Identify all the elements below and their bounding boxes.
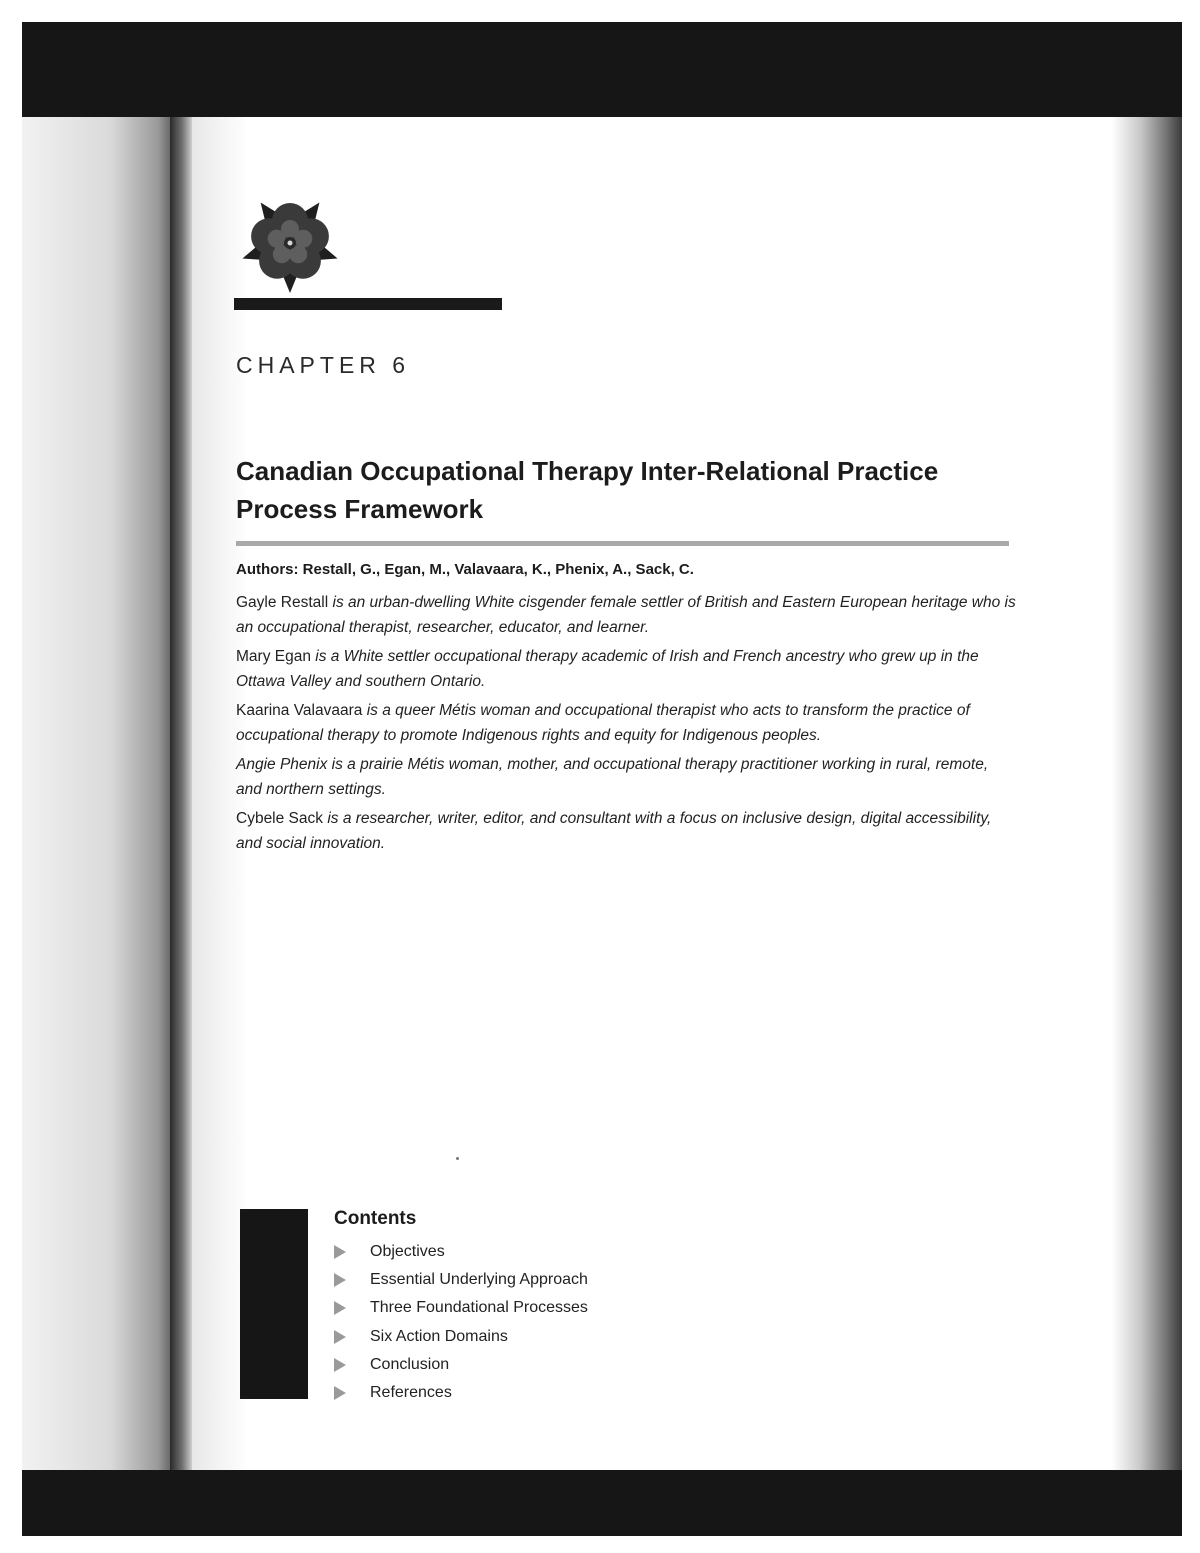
contents-item-label: Conclusion (370, 1355, 450, 1373)
author-bio (236, 752, 1016, 802)
contents-item-label: Six Action Domains (370, 1327, 508, 1345)
contents-item (334, 1294, 588, 1322)
right-page-edge (1112, 117, 1182, 1470)
scan-speck (456, 1157, 459, 1160)
chapter-title: Canadian Occupational Therapy Inter-Relational Practice Process Framework (236, 456, 939, 524)
contents-title: Contents (334, 1208, 417, 1229)
left-page-edge (22, 117, 182, 1470)
author-bio (236, 644, 1016, 694)
inner-petal-shape (294, 230, 312, 248)
contents-item-label: Three Foundational Processes (370, 1299, 588, 1317)
bio-name: Gayle Restall (236, 594, 329, 611)
triangle-arrow-icon (334, 1330, 346, 1344)
bio-text: is a queer Métis woman and occupational therapist who acts to transform the practice of occupational therapy to promote Indigenous rights and equity for Indigenous peoples. (236, 702, 970, 744)
contents-item-label: Essential Underlying Approach (370, 1271, 588, 1289)
author-bios (236, 590, 1016, 860)
contents-item (334, 1238, 588, 1266)
contents-item (334, 1323, 588, 1351)
contents-item (334, 1379, 588, 1407)
scan-border-top (22, 22, 1182, 117)
bio-name: Cybele Sack (236, 810, 324, 827)
bio-text: is an urban-dwelling White cisgender female settler of British and Eastern European heritage who is an occupational therapist, researcher, educator, and learner. (236, 594, 1016, 636)
triangle-arrow-icon (334, 1273, 346, 1287)
bio-text: is a White settler occupational therapy academic of Irish and French ancestry who grew up in the Ottawa Valley and southern Ontario. (236, 648, 979, 690)
chapter-rule (234, 298, 502, 310)
triangle-arrow-icon (334, 1358, 346, 1372)
contents-item-label: Objectives (370, 1243, 445, 1261)
contents-item (334, 1351, 588, 1379)
bio-text: is a researcher, writer, editor, and consultant with a focus on inclusive design, digital accessibility, and social innovation. (236, 810, 992, 852)
triangle-arrow-icon (334, 1301, 346, 1315)
author-bio (236, 590, 1016, 640)
inner-petal-shape (268, 230, 286, 248)
triangle-arrow-icon (334, 1245, 346, 1259)
contents-item (334, 1266, 588, 1294)
author-bio (236, 806, 1016, 856)
bio-name: Mary Egan (236, 648, 311, 665)
contents-item-label: References (370, 1384, 452, 1402)
triangle-arrow-icon (334, 1386, 346, 1400)
authors-line: Authors: Restall, G., Egan, M., Valavaara, K., Phenix, A., Sack, C. (236, 561, 694, 578)
author-bio (236, 698, 1016, 748)
flower-center-dot (288, 241, 293, 246)
flower-emblem-icon (232, 193, 350, 301)
heading-divider (236, 541, 1009, 546)
contents-list (334, 1238, 588, 1407)
bio-name: Kaarina Valavaara (236, 702, 363, 719)
chapter-number: CHAPTER 6 (236, 352, 411, 378)
scan-border-bottom (22, 1470, 1182, 1536)
bio-text: Angie Phenix is a prairie Métis woman, mother, and occupational therapy practitioner working in rural, remote, and northern settings. (236, 756, 989, 798)
contents-marker-block (240, 1209, 308, 1399)
book-spine (170, 117, 192, 1470)
